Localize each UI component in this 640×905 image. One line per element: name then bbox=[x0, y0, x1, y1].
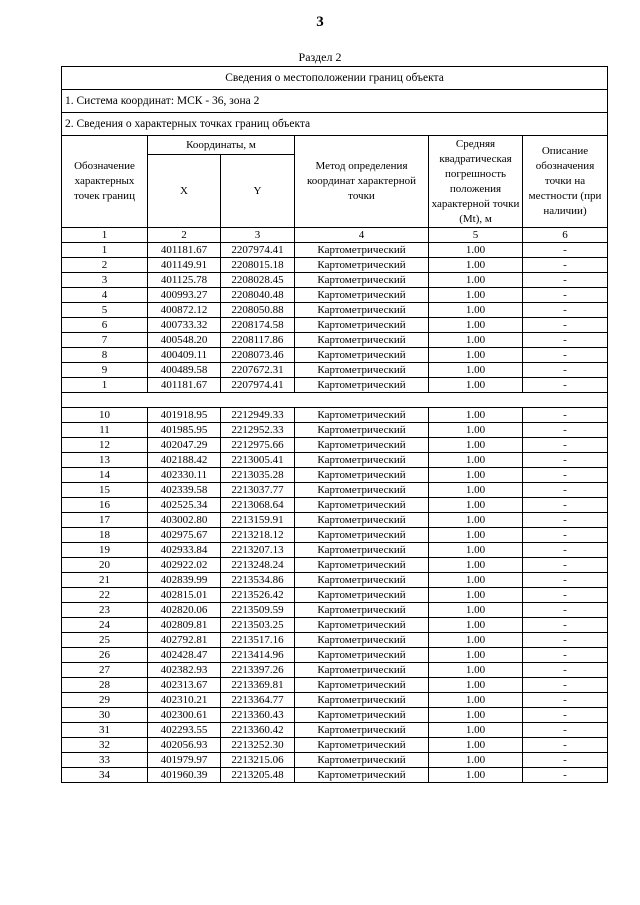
header-coordinates: Координаты, м bbox=[148, 136, 295, 155]
method-cell: Картометрический bbox=[295, 273, 429, 288]
section-label: Раздел 2 bbox=[298, 50, 342, 64]
coord-x-cell: 401985.95 bbox=[148, 423, 221, 438]
accuracy-cell: 1.00 bbox=[429, 288, 523, 303]
coord-x-cell: 402525.34 bbox=[148, 498, 221, 513]
coord-x-cell: 402313.67 bbox=[148, 678, 221, 693]
coord-y-cell: 2213218.12 bbox=[221, 528, 295, 543]
description-cell: - bbox=[523, 588, 608, 603]
table-row bbox=[62, 543, 608, 558]
description-cell: - bbox=[523, 513, 608, 528]
coord-x-cell: 402188.42 bbox=[148, 453, 221, 468]
point-number-cell: 34 bbox=[62, 768, 148, 783]
boundary-points-table bbox=[61, 66, 608, 783]
point-number-cell: 6 bbox=[62, 318, 148, 333]
coord-y-cell: 2208073.46 bbox=[221, 348, 295, 363]
method-cell: Картометрический bbox=[295, 633, 429, 648]
coord-x-cell: 400993.27 bbox=[148, 288, 221, 303]
coord-y-cell: 2208040.48 bbox=[221, 288, 295, 303]
coord-x-cell: 402922.02 bbox=[148, 558, 221, 573]
method-cell: Картометрический bbox=[295, 723, 429, 738]
description-cell: - bbox=[523, 273, 608, 288]
table-row bbox=[62, 528, 608, 543]
table-row bbox=[62, 303, 608, 318]
coord-x-cell: 402056.93 bbox=[148, 738, 221, 753]
separator-cell bbox=[62, 393, 608, 408]
method-cell: Картометрический bbox=[295, 528, 429, 543]
coord-y-cell: 2213364.77 bbox=[221, 693, 295, 708]
method-cell: Картометрический bbox=[295, 378, 429, 393]
point-number-cell: 24 bbox=[62, 618, 148, 633]
point-number-cell: 17 bbox=[62, 513, 148, 528]
accuracy-cell: 1.00 bbox=[429, 513, 523, 528]
description-cell: - bbox=[523, 693, 608, 708]
accuracy-cell: 1.00 bbox=[429, 708, 523, 723]
point-number-cell: 30 bbox=[62, 708, 148, 723]
coord-y-cell: 2208015.18 bbox=[221, 258, 295, 273]
coord-x-cell: 402975.67 bbox=[148, 528, 221, 543]
accuracy-cell: 1.00 bbox=[429, 648, 523, 663]
coord-y-cell: 2213414.96 bbox=[221, 648, 295, 663]
point-number-cell: 16 bbox=[62, 498, 148, 513]
description-cell: - bbox=[523, 663, 608, 678]
coord-x-cell: 402339.58 bbox=[148, 483, 221, 498]
coord-y-cell: 2213360.42 bbox=[221, 723, 295, 738]
header-y: Y bbox=[221, 155, 295, 228]
method-cell: Картометрический bbox=[295, 663, 429, 678]
column-number: 2 bbox=[148, 228, 221, 243]
coord-x-cell: 402293.55 bbox=[148, 723, 221, 738]
table-row bbox=[62, 558, 608, 573]
method-cell: Картометрический bbox=[295, 753, 429, 768]
coord-x-cell: 403002.80 bbox=[148, 513, 221, 528]
method-cell: Картометрический bbox=[295, 333, 429, 348]
header-x: X bbox=[148, 155, 221, 228]
table-row bbox=[62, 498, 608, 513]
method-cell: Картометрический bbox=[295, 438, 429, 453]
accuracy-cell: 1.00 bbox=[429, 438, 523, 453]
table-row bbox=[62, 753, 608, 768]
coord-y-cell: 2212975.66 bbox=[221, 438, 295, 453]
coord-y-cell: 2213360.43 bbox=[221, 708, 295, 723]
accuracy-cell: 1.00 bbox=[429, 543, 523, 558]
accuracy-cell: 1.00 bbox=[429, 618, 523, 633]
table-row bbox=[62, 738, 608, 753]
page-number: 3 bbox=[316, 14, 324, 30]
table-row bbox=[62, 678, 608, 693]
method-cell: Картометрический bbox=[295, 468, 429, 483]
table-row bbox=[62, 483, 608, 498]
point-number-cell: 3 bbox=[62, 273, 148, 288]
coord-y-cell: 2208050.88 bbox=[221, 303, 295, 318]
coord-y-cell: 2208028.45 bbox=[221, 273, 295, 288]
table-row bbox=[62, 363, 608, 378]
description-cell: - bbox=[523, 648, 608, 663]
point-number-cell: 15 bbox=[62, 483, 148, 498]
accuracy-cell: 1.00 bbox=[429, 423, 523, 438]
description-cell: - bbox=[523, 573, 608, 588]
point-number-cell: 14 bbox=[62, 468, 148, 483]
coord-y-cell: 2213526.42 bbox=[221, 588, 295, 603]
accuracy-cell: 1.00 bbox=[429, 243, 523, 258]
coord-x-cell: 400489.58 bbox=[148, 363, 221, 378]
accuracy-cell: 1.00 bbox=[429, 603, 523, 618]
contour-separator-row bbox=[62, 393, 608, 408]
description-cell: - bbox=[523, 603, 608, 618]
point-number-cell: 7 bbox=[62, 333, 148, 348]
coord-y-cell: 2213207.13 bbox=[221, 543, 295, 558]
description-cell: - bbox=[523, 768, 608, 783]
method-cell: Картометрический bbox=[295, 618, 429, 633]
column-number: 1 bbox=[62, 228, 148, 243]
description-cell: - bbox=[523, 558, 608, 573]
accuracy-cell: 1.00 bbox=[429, 408, 523, 423]
description-cell: - bbox=[523, 708, 608, 723]
coord-y-cell: 2208174.58 bbox=[221, 318, 295, 333]
point-number-cell: 25 bbox=[62, 633, 148, 648]
accuracy-cell: 1.00 bbox=[429, 483, 523, 498]
table-row bbox=[62, 453, 608, 468]
coord-x-cell: 402809.81 bbox=[148, 618, 221, 633]
description-cell: - bbox=[523, 303, 608, 318]
column-number: 3 bbox=[221, 228, 295, 243]
coord-y-cell: 2213534.86 bbox=[221, 573, 295, 588]
accuracy-cell: 1.00 bbox=[429, 498, 523, 513]
method-cell: Картометрический bbox=[295, 573, 429, 588]
coord-y-cell: 2213369.81 bbox=[221, 678, 295, 693]
table-row bbox=[62, 513, 608, 528]
method-cell: Картометрический bbox=[295, 348, 429, 363]
description-cell: - bbox=[523, 288, 608, 303]
table-row bbox=[62, 573, 608, 588]
coord-y-cell: 2213248.24 bbox=[221, 558, 295, 573]
method-cell: Картометрический bbox=[295, 558, 429, 573]
description-cell: - bbox=[523, 723, 608, 738]
point-number-cell: 26 bbox=[62, 648, 148, 663]
coord-x-cell: 402820.06 bbox=[148, 603, 221, 618]
method-cell: Картометрический bbox=[295, 483, 429, 498]
table-row bbox=[62, 603, 608, 618]
table-row bbox=[62, 273, 608, 288]
column-number: 4 bbox=[295, 228, 429, 243]
accuracy-cell: 1.00 bbox=[429, 663, 523, 678]
coord-y-cell: 2213252.30 bbox=[221, 738, 295, 753]
coord-y-cell: 2213509.59 bbox=[221, 603, 295, 618]
coord-x-cell: 401979.97 bbox=[148, 753, 221, 768]
accuracy-cell: 1.00 bbox=[429, 318, 523, 333]
table-row bbox=[62, 318, 608, 333]
point-number-cell: 1 bbox=[62, 243, 148, 258]
description-cell: - bbox=[523, 633, 608, 648]
coord-x-cell: 401918.95 bbox=[148, 408, 221, 423]
method-cell: Картометрический bbox=[295, 543, 429, 558]
table-row bbox=[62, 663, 608, 678]
coord-x-cell: 400409.11 bbox=[148, 348, 221, 363]
accuracy-cell: 1.00 bbox=[429, 558, 523, 573]
method-cell: Картометрический bbox=[295, 738, 429, 753]
accuracy-cell: 1.00 bbox=[429, 753, 523, 768]
table-row bbox=[62, 618, 608, 633]
header-designation: Обозначение характерных точек границ bbox=[62, 136, 148, 228]
table-row bbox=[62, 333, 608, 348]
coord-x-cell: 401960.39 bbox=[148, 768, 221, 783]
table-row bbox=[62, 468, 608, 483]
point-number-cell: 9 bbox=[62, 363, 148, 378]
point-number-cell: 31 bbox=[62, 723, 148, 738]
point-number-cell: 2 bbox=[62, 258, 148, 273]
description-cell: - bbox=[523, 438, 608, 453]
coord-x-cell: 402382.93 bbox=[148, 663, 221, 678]
description-cell: - bbox=[523, 258, 608, 273]
description-cell: - bbox=[523, 753, 608, 768]
point-number-cell: 29 bbox=[62, 693, 148, 708]
method-cell: Картометрический bbox=[295, 648, 429, 663]
coord-x-cell: 402428.47 bbox=[148, 648, 221, 663]
accuracy-cell: 1.00 bbox=[429, 573, 523, 588]
coord-x-cell: 402933.84 bbox=[148, 543, 221, 558]
coord-x-cell: 402792.81 bbox=[148, 633, 221, 648]
coord-y-cell: 2213517.16 bbox=[221, 633, 295, 648]
point-number-cell: 23 bbox=[62, 603, 148, 618]
coord-x-cell: 400548.20 bbox=[148, 333, 221, 348]
point-number-cell: 22 bbox=[62, 588, 148, 603]
coordinate-system: 1. Система координат: МСК - 36, зона 2 bbox=[62, 90, 608, 113]
coord-y-cell: 2208117.86 bbox=[221, 333, 295, 348]
accuracy-cell: 1.00 bbox=[429, 693, 523, 708]
description-cell: - bbox=[523, 423, 608, 438]
point-number-cell: 32 bbox=[62, 738, 148, 753]
point-number-cell: 11 bbox=[62, 423, 148, 438]
coord-x-cell: 402300.61 bbox=[148, 708, 221, 723]
method-cell: Картометрический bbox=[295, 288, 429, 303]
description-cell: - bbox=[523, 363, 608, 378]
method-cell: Картометрический bbox=[295, 243, 429, 258]
accuracy-cell: 1.00 bbox=[429, 348, 523, 363]
point-number-cell: 1 bbox=[62, 378, 148, 393]
table-row bbox=[62, 648, 608, 663]
table-row bbox=[62, 348, 608, 363]
accuracy-cell: 1.00 bbox=[429, 588, 523, 603]
accuracy-cell: 1.00 bbox=[429, 633, 523, 648]
description-cell: - bbox=[523, 498, 608, 513]
accuracy-cell: 1.00 bbox=[429, 378, 523, 393]
point-number-cell: 4 bbox=[62, 288, 148, 303]
method-cell: Картометрический bbox=[295, 258, 429, 273]
coord-x-cell: 402815.01 bbox=[148, 588, 221, 603]
points-heading: 2. Сведения о характерных точках границ объекта bbox=[62, 113, 608, 136]
coord-x-cell: 402310.21 bbox=[148, 693, 221, 708]
description-cell: - bbox=[523, 243, 608, 258]
coord-y-cell: 2213397.26 bbox=[221, 663, 295, 678]
table-row bbox=[62, 288, 608, 303]
description-cell: - bbox=[523, 618, 608, 633]
table-row bbox=[62, 378, 608, 393]
coord-x-cell: 401181.67 bbox=[148, 243, 221, 258]
table-row bbox=[62, 438, 608, 453]
coord-y-cell: 2207974.41 bbox=[221, 378, 295, 393]
table-row bbox=[62, 258, 608, 273]
description-cell: - bbox=[523, 333, 608, 348]
description-cell: - bbox=[523, 543, 608, 558]
description-cell: - bbox=[523, 483, 608, 498]
coord-x-cell: 402839.99 bbox=[148, 573, 221, 588]
point-number-cell: 12 bbox=[62, 438, 148, 453]
description-cell: - bbox=[523, 678, 608, 693]
coord-y-cell: 2213159.91 bbox=[221, 513, 295, 528]
coord-x-cell: 401149.91 bbox=[148, 258, 221, 273]
method-cell: Картометрический bbox=[295, 708, 429, 723]
point-number-cell: 20 bbox=[62, 558, 148, 573]
accuracy-cell: 1.00 bbox=[429, 363, 523, 378]
description-cell: - bbox=[523, 318, 608, 333]
coord-y-cell: 2213037.77 bbox=[221, 483, 295, 498]
point-number-cell: 27 bbox=[62, 663, 148, 678]
table-row bbox=[62, 588, 608, 603]
method-cell: Картометрический bbox=[295, 513, 429, 528]
accuracy-cell: 1.00 bbox=[429, 468, 523, 483]
accuracy-cell: 1.00 bbox=[429, 333, 523, 348]
table-row bbox=[62, 693, 608, 708]
point-number-cell: 33 bbox=[62, 753, 148, 768]
method-cell: Картометрический bbox=[295, 768, 429, 783]
header-accuracy: Средняя квадратическая погрешность положения характерной точки (Mt), м bbox=[429, 136, 523, 228]
method-cell: Картометрический bbox=[295, 408, 429, 423]
table-title: Сведения о местоположении границ объекта bbox=[62, 67, 608, 90]
accuracy-cell: 1.00 bbox=[429, 528, 523, 543]
method-cell: Картометрический bbox=[295, 678, 429, 693]
description-cell: - bbox=[523, 378, 608, 393]
coord-x-cell: 401125.78 bbox=[148, 273, 221, 288]
coord-x-cell: 401181.67 bbox=[148, 378, 221, 393]
method-cell: Картометрический bbox=[295, 453, 429, 468]
point-number-cell: 8 bbox=[62, 348, 148, 363]
method-cell: Картометрический bbox=[295, 588, 429, 603]
description-cell: - bbox=[523, 528, 608, 543]
point-number-cell: 28 bbox=[62, 678, 148, 693]
accuracy-cell: 1.00 bbox=[429, 258, 523, 273]
accuracy-cell: 1.00 bbox=[429, 738, 523, 753]
table-row bbox=[62, 768, 608, 783]
coord-y-cell: 2213205.48 bbox=[221, 768, 295, 783]
method-cell: Картометрический bbox=[295, 423, 429, 438]
column-number: 6 bbox=[523, 228, 608, 243]
coord-x-cell: 400733.32 bbox=[148, 318, 221, 333]
coord-y-cell: 2213215.06 bbox=[221, 753, 295, 768]
table-row bbox=[62, 423, 608, 438]
coord-x-cell: 402047.29 bbox=[148, 438, 221, 453]
accuracy-cell: 1.00 bbox=[429, 453, 523, 468]
table-row bbox=[62, 633, 608, 648]
table-row bbox=[62, 408, 608, 423]
header-description: Описание обозначения точки на местности (при наличии) bbox=[523, 136, 608, 228]
accuracy-cell: 1.00 bbox=[429, 723, 523, 738]
column-number: 5 bbox=[429, 228, 523, 243]
method-cell: Картометрический bbox=[295, 318, 429, 333]
coord-y-cell: 2213503.25 bbox=[221, 618, 295, 633]
point-number-cell: 18 bbox=[62, 528, 148, 543]
description-cell: - bbox=[523, 348, 608, 363]
method-cell: Картометрический bbox=[295, 603, 429, 618]
description-cell: - bbox=[523, 408, 608, 423]
accuracy-cell: 1.00 bbox=[429, 303, 523, 318]
method-cell: Картометрический bbox=[295, 363, 429, 378]
point-number-cell: 19 bbox=[62, 543, 148, 558]
accuracy-cell: 1.00 bbox=[429, 678, 523, 693]
method-cell: Картометрический bbox=[295, 498, 429, 513]
point-number-cell: 13 bbox=[62, 453, 148, 468]
description-cell: - bbox=[523, 468, 608, 483]
coord-x-cell: 400872.12 bbox=[148, 303, 221, 318]
method-cell: Картометрический bbox=[295, 303, 429, 318]
table-row bbox=[62, 243, 608, 258]
point-number-cell: 21 bbox=[62, 573, 148, 588]
coord-y-cell: 2213068.64 bbox=[221, 498, 295, 513]
coord-y-cell: 2207672.31 bbox=[221, 363, 295, 378]
table-row bbox=[62, 723, 608, 738]
coord-y-cell: 2207974.41 bbox=[221, 243, 295, 258]
point-number-cell: 5 bbox=[62, 303, 148, 318]
coord-y-cell: 2213035.28 bbox=[221, 468, 295, 483]
point-number-cell: 10 bbox=[62, 408, 148, 423]
column-numbers-row bbox=[62, 228, 608, 243]
coord-x-cell: 402330.11 bbox=[148, 468, 221, 483]
method-cell: Картометрический bbox=[295, 693, 429, 708]
coord-y-cell: 2213005.41 bbox=[221, 453, 295, 468]
header-method: Метод определения координат характерной точки bbox=[295, 136, 429, 228]
description-cell: - bbox=[523, 453, 608, 468]
accuracy-cell: 1.00 bbox=[429, 273, 523, 288]
accuracy-cell: 1.00 bbox=[429, 768, 523, 783]
coord-y-cell: 2212949.33 bbox=[221, 408, 295, 423]
description-cell: - bbox=[523, 738, 608, 753]
table-row bbox=[62, 708, 608, 723]
coord-y-cell: 2212952.33 bbox=[221, 423, 295, 438]
